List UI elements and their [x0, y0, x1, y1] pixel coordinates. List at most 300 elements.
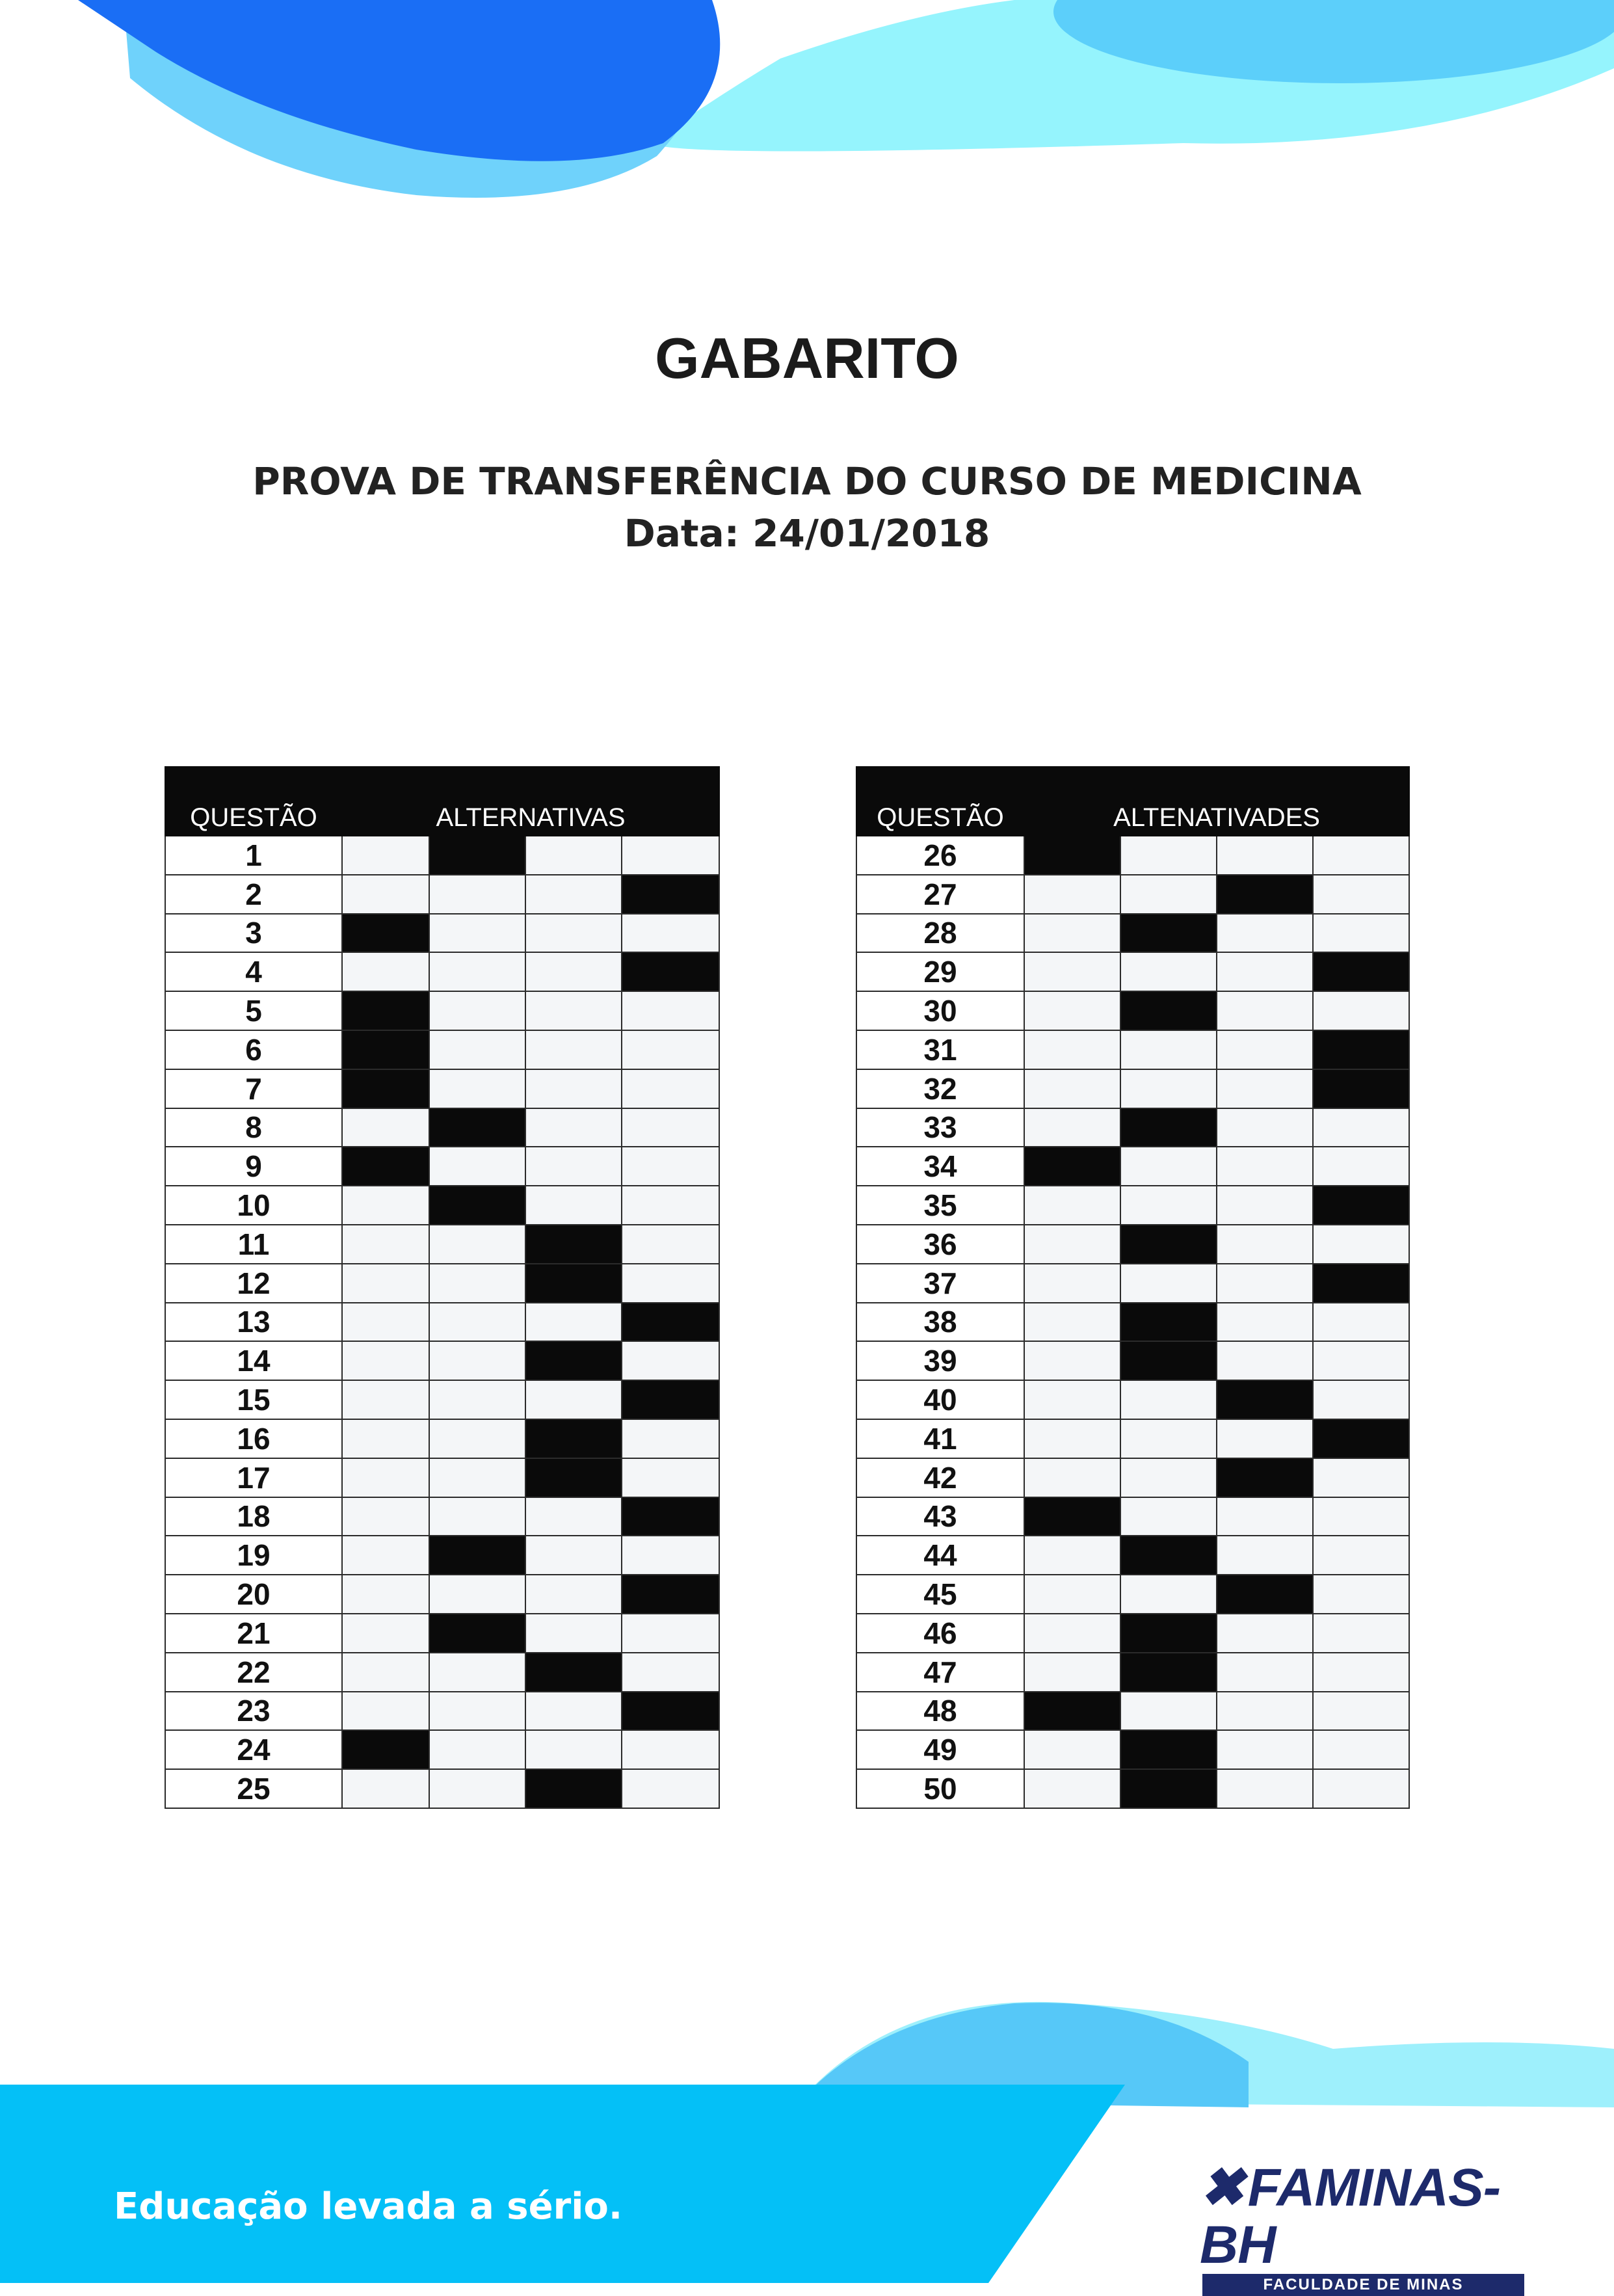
answer-cell: [342, 1536, 429, 1575]
answer-row: [165, 1419, 719, 1458]
answer-cell: [429, 1730, 525, 1769]
answer-cell: [525, 1147, 622, 1186]
answer-row: [165, 1108, 719, 1147]
answer-cell: [622, 1030, 719, 1069]
question-number: 17: [165, 1458, 342, 1497]
exam-name: PROVA DE TRANSFERÊNCIA DO CURSO DE MEDICINA: [252, 459, 1362, 503]
marked-answer-cell: [622, 1692, 719, 1731]
marked-answer-cell: [1120, 1303, 1217, 1342]
logo-subtitle: FACULDADE DE MINAS: [1202, 2274, 1524, 2296]
marked-answer-cell: [1313, 1264, 1409, 1303]
answer-cell: [1313, 1536, 1409, 1575]
answer-cell: [1024, 952, 1120, 991]
marked-answer-cell: [1120, 1769, 1217, 1808]
answer-cell: [429, 1653, 525, 1692]
question-number: 15: [165, 1380, 342, 1419]
marked-answer-cell: [622, 875, 719, 914]
answer-cell: [1313, 1458, 1409, 1497]
answer-cell: [429, 1225, 525, 1264]
logo-main-text: FAMINAS-BH: [1200, 2158, 1501, 2275]
answer-cell: [342, 952, 429, 991]
answer-cell: [1024, 1614, 1120, 1653]
answer-cell: [1313, 1653, 1409, 1692]
answer-row: [165, 836, 719, 875]
answer-cell: [622, 1653, 719, 1692]
answer-cell: [1120, 1264, 1217, 1303]
question-number: 23: [165, 1692, 342, 1731]
answer-cell: [429, 991, 525, 1030]
answer-cell: [1217, 991, 1313, 1030]
answer-cell: [1313, 1225, 1409, 1264]
answer-row: [856, 1147, 1409, 1186]
answer-cell: [622, 914, 719, 953]
answer-row: [165, 1497, 719, 1536]
answer-cell: [342, 875, 429, 914]
answer-cell: [429, 1575, 525, 1614]
answer-row: [856, 1458, 1409, 1497]
answer-cell: [1120, 836, 1217, 875]
answer-row: [165, 1147, 719, 1186]
marked-answer-cell: [1313, 1030, 1409, 1069]
question-number: 30: [856, 991, 1024, 1030]
answer-cell: [342, 1186, 429, 1225]
answer-cell: [342, 1497, 429, 1536]
answer-row: [856, 914, 1409, 953]
answer-row: [165, 1730, 719, 1769]
answer-cell: [1313, 1730, 1409, 1769]
answer-cell: [342, 1225, 429, 1264]
answer-cell: [1120, 1147, 1217, 1186]
answer-cell: [525, 952, 622, 991]
answer-cell: [1217, 1303, 1313, 1342]
answer-cell: [622, 1147, 719, 1186]
answer-cell: [1217, 1536, 1313, 1575]
answer-cell: [1313, 1497, 1409, 1536]
marked-answer-cell: [429, 1108, 525, 1147]
answer-cell: [1313, 1147, 1409, 1186]
answer-cell: [622, 991, 719, 1030]
question-number: 8: [165, 1108, 342, 1147]
answer-cell: [622, 1458, 719, 1497]
answer-cell: [525, 1536, 622, 1575]
question-number: 40: [856, 1380, 1024, 1419]
answer-cell: [429, 1497, 525, 1536]
answer-cell: [622, 1186, 719, 1225]
answer-cell: [525, 1730, 622, 1769]
answer-cell: [1217, 1653, 1313, 1692]
answer-cell: [1120, 1186, 1217, 1225]
answer-cell: [342, 1341, 429, 1380]
answer-cell: [1024, 1186, 1120, 1225]
marked-answer-cell: [342, 1030, 429, 1069]
question-number: 48: [856, 1692, 1024, 1731]
answer-cell: [429, 1380, 525, 1419]
answer-cell: [1024, 1653, 1120, 1692]
answer-cell: [622, 1264, 719, 1303]
marked-answer-cell: [622, 1575, 719, 1614]
answer-row: [856, 991, 1409, 1030]
faminas-logo: [1200, 2159, 1528, 2296]
answer-row: [165, 1536, 719, 1575]
answer-cell: [1217, 1419, 1313, 1458]
answer-cell: [1217, 1225, 1313, 1264]
marked-answer-cell: [1024, 1497, 1120, 1536]
answer-cell: [429, 1030, 525, 1069]
question-number: 35: [856, 1186, 1024, 1225]
question-number: 7: [165, 1069, 342, 1108]
question-number: 22: [165, 1653, 342, 1692]
answer-cell: [429, 1692, 525, 1731]
question-number: 6: [165, 1030, 342, 1069]
answer-cell: [1024, 914, 1120, 953]
marked-answer-cell: [1313, 1419, 1409, 1458]
answer-cell: [622, 1225, 719, 1264]
answer-cell: [525, 1108, 622, 1147]
answer-cell: [525, 1186, 622, 1225]
question-number: 36: [856, 1225, 1024, 1264]
marked-answer-cell: [1120, 1341, 1217, 1380]
answer-row: [856, 1419, 1409, 1458]
answer-cell: [342, 1653, 429, 1692]
answer-cell: [1120, 1419, 1217, 1458]
column-header-alternatives: ALTERNATIVAS: [342, 767, 719, 836]
question-number: 34: [856, 1147, 1024, 1186]
answer-row: [165, 1380, 719, 1419]
answer-row: [165, 1030, 719, 1069]
answer-row: [856, 1186, 1409, 1225]
marked-answer-cell: [1120, 1225, 1217, 1264]
answer-cell: [525, 1069, 622, 1108]
answer-row: [856, 1730, 1409, 1769]
answer-row: [165, 1653, 719, 1692]
question-number: 9: [165, 1147, 342, 1186]
question-number: 50: [856, 1769, 1024, 1808]
answer-cell: [1313, 1341, 1409, 1380]
answer-cell: [1024, 1536, 1120, 1575]
answer-cell: [1024, 1303, 1120, 1342]
answer-cell: [1217, 1108, 1313, 1147]
answer-row: [165, 914, 719, 953]
question-number: 29: [856, 952, 1024, 991]
marked-answer-cell: [1313, 1069, 1409, 1108]
marked-answer-cell: [342, 1069, 429, 1108]
question-number: 21: [165, 1614, 342, 1653]
answer-cell: [1217, 1264, 1313, 1303]
answer-cell: [525, 1497, 622, 1536]
answer-cell: [1313, 1769, 1409, 1808]
marked-answer-cell: [525, 1341, 622, 1380]
answer-row: [856, 1069, 1409, 1108]
question-number: 1: [165, 836, 342, 875]
answer-cell: [622, 1536, 719, 1575]
column-header-question: QUESTÃO: [165, 767, 342, 836]
answer-cell: [1313, 875, 1409, 914]
marked-answer-cell: [1120, 1614, 1217, 1653]
answer-row: [165, 875, 719, 914]
answer-row: [856, 1303, 1409, 1342]
marked-answer-cell: [429, 1186, 525, 1225]
marked-answer-cell: [429, 1614, 525, 1653]
logo-x-icon: ✖: [1200, 2158, 1244, 2217]
marked-answer-cell: [342, 914, 429, 953]
answer-cell: [342, 1614, 429, 1653]
marked-answer-cell: [1217, 1575, 1313, 1614]
marked-answer-cell: [525, 1769, 622, 1808]
footer-slogan: Educação levada a sério.: [114, 2185, 623, 2228]
answer-cell: [1120, 1497, 1217, 1536]
answer-cell: [1313, 1303, 1409, 1342]
answer-cell: [1313, 991, 1409, 1030]
answer-cell: [622, 1341, 719, 1380]
column-header-alternatives: ALTENATIVADES: [1024, 767, 1409, 836]
question-number: 11: [165, 1225, 342, 1264]
answer-cell: [1024, 1030, 1120, 1069]
marked-answer-cell: [342, 991, 429, 1030]
answer-row: [856, 1653, 1409, 1692]
answer-cell: [342, 1108, 429, 1147]
answer-cell: [1120, 1030, 1217, 1069]
answer-cell: [1313, 914, 1409, 953]
marked-answer-cell: [1024, 836, 1120, 875]
answer-cell: [342, 1419, 429, 1458]
question-number: 46: [856, 1614, 1024, 1653]
answer-row: [856, 952, 1409, 991]
answer-row: [165, 1264, 719, 1303]
answer-cell: [1313, 1614, 1409, 1653]
answer-cell: [342, 836, 429, 875]
marked-answer-cell: [525, 1264, 622, 1303]
answer-row: [165, 1069, 719, 1108]
answer-cell: [1217, 1147, 1313, 1186]
question-number: 12: [165, 1264, 342, 1303]
answer-cell: [622, 1614, 719, 1653]
answer-cell: [622, 836, 719, 875]
marked-answer-cell: [1120, 1536, 1217, 1575]
answer-cell: [525, 1614, 622, 1653]
answer-cell: [1024, 1108, 1120, 1147]
marked-answer-cell: [622, 952, 719, 991]
answer-cell: [1313, 1108, 1409, 1147]
answer-row: [165, 1303, 719, 1342]
question-number: 25: [165, 1769, 342, 1808]
answer-cell: [525, 991, 622, 1030]
marked-answer-cell: [342, 1147, 429, 1186]
answer-cell: [1120, 952, 1217, 991]
answer-cell: [1024, 1264, 1120, 1303]
answer-cell: [342, 1692, 429, 1731]
answer-cell: [429, 1069, 525, 1108]
answer-cell: [429, 1419, 525, 1458]
question-number: 5: [165, 991, 342, 1030]
answer-cell: [1217, 1186, 1313, 1225]
answer-cell: [1217, 1692, 1313, 1731]
answer-row: [856, 1380, 1409, 1419]
answer-cell: [622, 1419, 719, 1458]
marked-answer-cell: [525, 1653, 622, 1692]
answer-row: [165, 1575, 719, 1614]
question-number: 44: [856, 1536, 1024, 1575]
question-number: 31: [856, 1030, 1024, 1069]
answer-cell: [1024, 1380, 1120, 1419]
marked-answer-cell: [1313, 952, 1409, 991]
answer-row: [165, 1458, 719, 1497]
marked-answer-cell: [1217, 1380, 1313, 1419]
answer-table-left: [165, 766, 720, 1809]
answer-row: [856, 1614, 1409, 1653]
answer-row: [856, 1536, 1409, 1575]
marked-answer-cell: [622, 1497, 719, 1536]
answer-cell: [342, 1264, 429, 1303]
answer-cell: [1217, 1069, 1313, 1108]
marked-answer-cell: [1217, 1458, 1313, 1497]
marked-answer-cell: [525, 1458, 622, 1497]
answer-row: [856, 1497, 1409, 1536]
answer-cell: [525, 1692, 622, 1731]
answer-cell: [1024, 1769, 1120, 1808]
answer-cell: [1313, 836, 1409, 875]
answer-row: [856, 836, 1409, 875]
question-number: 13: [165, 1303, 342, 1342]
marked-answer-cell: [342, 1730, 429, 1769]
answer-cell: [342, 1458, 429, 1497]
question-number: 20: [165, 1575, 342, 1614]
question-number: 42: [856, 1458, 1024, 1497]
question-number: 38: [856, 1303, 1024, 1342]
marked-answer-cell: [525, 1419, 622, 1458]
question-number: 45: [856, 1575, 1024, 1614]
marked-answer-cell: [622, 1380, 719, 1419]
answer-cell: [1120, 1380, 1217, 1419]
question-number: 43: [856, 1497, 1024, 1536]
answer-table-right: [856, 766, 1410, 1809]
exam-subtitle: [0, 455, 1614, 559]
answer-cell: [429, 1147, 525, 1186]
exam-date: Data: 24/01/2018: [624, 511, 990, 555]
marked-answer-cell: [1024, 1147, 1120, 1186]
answer-cell: [622, 1769, 719, 1808]
answer-cell: [622, 1108, 719, 1147]
question-number: 33: [856, 1108, 1024, 1147]
marked-answer-cell: [1313, 1186, 1409, 1225]
answer-cell: [342, 1380, 429, 1419]
answer-cell: [1024, 991, 1120, 1030]
answer-cell: [1024, 1341, 1120, 1380]
answer-cell: [1024, 1458, 1120, 1497]
marked-answer-cell: [429, 836, 525, 875]
answer-cell: [1313, 1575, 1409, 1614]
question-number: 27: [856, 875, 1024, 914]
answer-cell: [429, 1264, 525, 1303]
answer-cell: [1120, 875, 1217, 914]
marked-answer-cell: [429, 1536, 525, 1575]
answer-cell: [622, 1069, 719, 1108]
answer-cell: [1024, 875, 1120, 914]
answer-cell: [1120, 1069, 1217, 1108]
answer-row: [165, 1186, 719, 1225]
marked-answer-cell: [1120, 914, 1217, 953]
answer-cell: [1120, 1575, 1217, 1614]
question-number: 3: [165, 914, 342, 953]
question-number: 14: [165, 1341, 342, 1380]
marked-answer-cell: [1120, 1108, 1217, 1147]
answer-cell: [1120, 1458, 1217, 1497]
answer-cell: [525, 1303, 622, 1342]
answer-row: [165, 1225, 719, 1264]
answer-row: [856, 1575, 1409, 1614]
answer-cell: [525, 1380, 622, 1419]
answer-row: [856, 1692, 1409, 1731]
answer-row: [165, 1769, 719, 1808]
answer-row: [856, 875, 1409, 914]
answer-cell: [342, 1303, 429, 1342]
answer-row: [165, 991, 719, 1030]
column-header-question: QUESTÃO: [856, 767, 1024, 836]
answer-cell: [1217, 836, 1313, 875]
question-number: 18: [165, 1497, 342, 1536]
page-title: GABARITO: [655, 326, 959, 390]
answer-cell: [1024, 1575, 1120, 1614]
answer-cell: [429, 952, 525, 991]
answer-cell: [1120, 1692, 1217, 1731]
question-number: 32: [856, 1069, 1024, 1108]
answer-cell: [1217, 1497, 1313, 1536]
answer-cell: [622, 1730, 719, 1769]
answer-cell: [342, 1769, 429, 1808]
answer-cell: [525, 914, 622, 953]
question-number: 24: [165, 1730, 342, 1769]
question-number: 26: [856, 836, 1024, 875]
marked-answer-cell: [1024, 1692, 1120, 1731]
question-number: 4: [165, 952, 342, 991]
answer-row: [165, 1692, 719, 1731]
answer-row: [856, 1108, 1409, 1147]
answer-row: [856, 1030, 1409, 1069]
answer-cell: [429, 1769, 525, 1808]
answer-cell: [1024, 1225, 1120, 1264]
marked-answer-cell: [1120, 1653, 1217, 1692]
answer-cell: [429, 1341, 525, 1380]
answer-cell: [1217, 1341, 1313, 1380]
answer-cell: [429, 914, 525, 953]
answer-cell: [342, 1575, 429, 1614]
question-number: 19: [165, 1536, 342, 1575]
answer-cell: [525, 1575, 622, 1614]
answer-cell: [525, 875, 622, 914]
answer-cell: [1217, 952, 1313, 991]
question-number: 2: [165, 875, 342, 914]
answer-cell: [1024, 1069, 1120, 1108]
answer-cell: [1313, 1692, 1409, 1731]
answer-cell: [1217, 1730, 1313, 1769]
answer-row: [165, 1341, 719, 1380]
answer-row: [856, 1264, 1409, 1303]
answer-cell: [1217, 1030, 1313, 1069]
marked-answer-cell: [1120, 1730, 1217, 1769]
answer-row: [856, 1769, 1409, 1808]
answer-row: [165, 1614, 719, 1653]
marked-answer-cell: [525, 1225, 622, 1264]
question-number: 28: [856, 914, 1024, 953]
answer-row: [856, 1341, 1409, 1380]
answer-row: [856, 1225, 1409, 1264]
question-number: 39: [856, 1341, 1024, 1380]
answer-cell: [1217, 1614, 1313, 1653]
logo-wordmark: [1200, 2159, 1528, 2274]
answer-cell: [1313, 1380, 1409, 1419]
answer-cell: [1024, 1419, 1120, 1458]
question-number: 41: [856, 1419, 1024, 1458]
answer-cell: [429, 1303, 525, 1342]
